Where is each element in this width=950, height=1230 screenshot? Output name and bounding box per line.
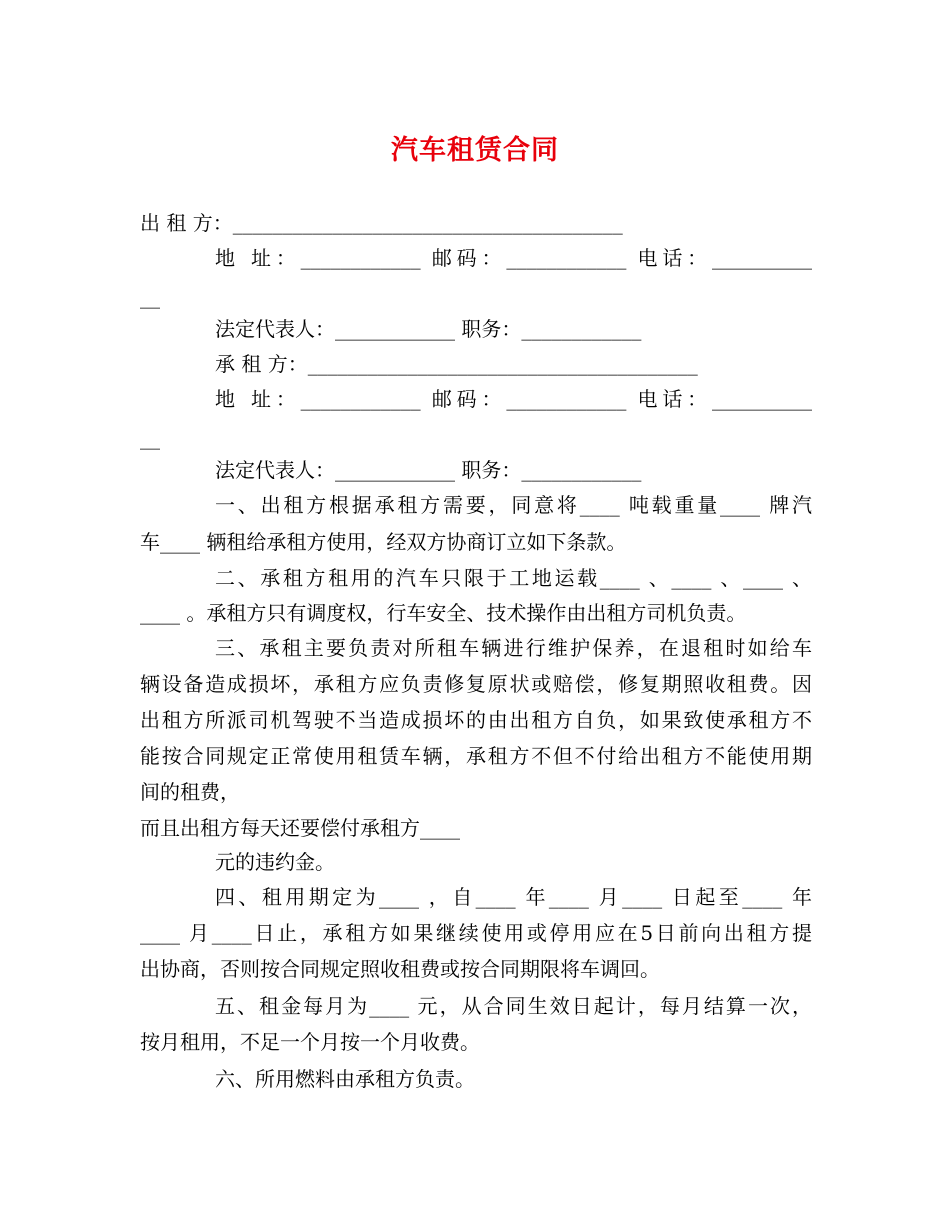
lessor-representative-line: 法定代表人：____________ 职务：____________ xyxy=(215,317,642,341)
clause-3-line-4: 能按合同规定正常使用租赁车辆，承租方不但不付给出租方不能使用期 xyxy=(140,744,812,768)
lessee-address-line: 地 址：____________ 邮码：____________ 电话：__________ xyxy=(215,387,812,411)
clause-4-line-2: ____ 月____日止，承租方如果继续使用或停用应在5日前向出租方提 xyxy=(140,921,812,945)
lessee-representative-line: 法定代表人：____________ 职务：____________ xyxy=(215,458,642,482)
lessor-address-line: 地 址：____________ 邮码：____________ 电话：__________ xyxy=(215,246,812,270)
clause-1-line-1: 一、出租方根据承租方需要，同意将____ 吨载重量____ 牌汽 xyxy=(215,493,812,517)
clause-4-line-3: 出协商，否则按合同规定照收租费或按合同期限将车调回。 xyxy=(140,957,660,981)
lessee-line: 承 租 方：_______________________________________ xyxy=(215,352,698,376)
clause-1-line-2: 车____ 辆租给承租方使用，经双方协商订立如下条款。 xyxy=(140,530,627,554)
lessor-line: 出 租 方：_______________________________________ xyxy=(140,211,623,235)
clause-3-line-7: 元的违约金。 xyxy=(215,850,335,874)
clause-3-line-3: 出租方所派司机驾驶不当造成损坏的由出租方自负，如果致使承租方不 xyxy=(140,708,812,732)
clause-2-line-2: ____ 。承租方只有调度权，行车安全、技术操作由出租方司机负责。 xyxy=(140,601,747,625)
clause-4-line-1: 四、租用期定为____ ，自____ 年____ 月____ 日起至____ 年 xyxy=(215,885,812,909)
lessor-address-continuation: __ xyxy=(140,285,160,309)
clause-3-line-5: 间的租费， xyxy=(140,780,240,804)
clause-3-line-1: 三、承租主要负责对所租车辆进行维护保养，在退租时如给车 xyxy=(215,636,812,660)
clause-5-line-2: 按月租用，不足一个月按一个月收费。 xyxy=(140,1030,480,1054)
clause-3-line-2: 辆设备造成损坏，承租方应负责修复原状或赔偿，修复期照收租费。因 xyxy=(140,672,812,696)
clause-2-line-1: 二、承租方租用的汽车只限于工地运载____ 、____ 、____ 、 xyxy=(215,566,812,590)
clause-6-line-1: 六、所用燃料由承租方负责。 xyxy=(215,1067,475,1091)
document-title: 汽车租赁合同 xyxy=(391,135,559,166)
clause-5-line-1: 五、租金每月为____ 元，从合同生效日起计，每月结算一次， xyxy=(215,994,812,1018)
lessee-address-continuation: __ xyxy=(140,426,160,450)
clause-3-line-6: 而且出租方每天还要偿付承租方____ xyxy=(140,816,460,840)
